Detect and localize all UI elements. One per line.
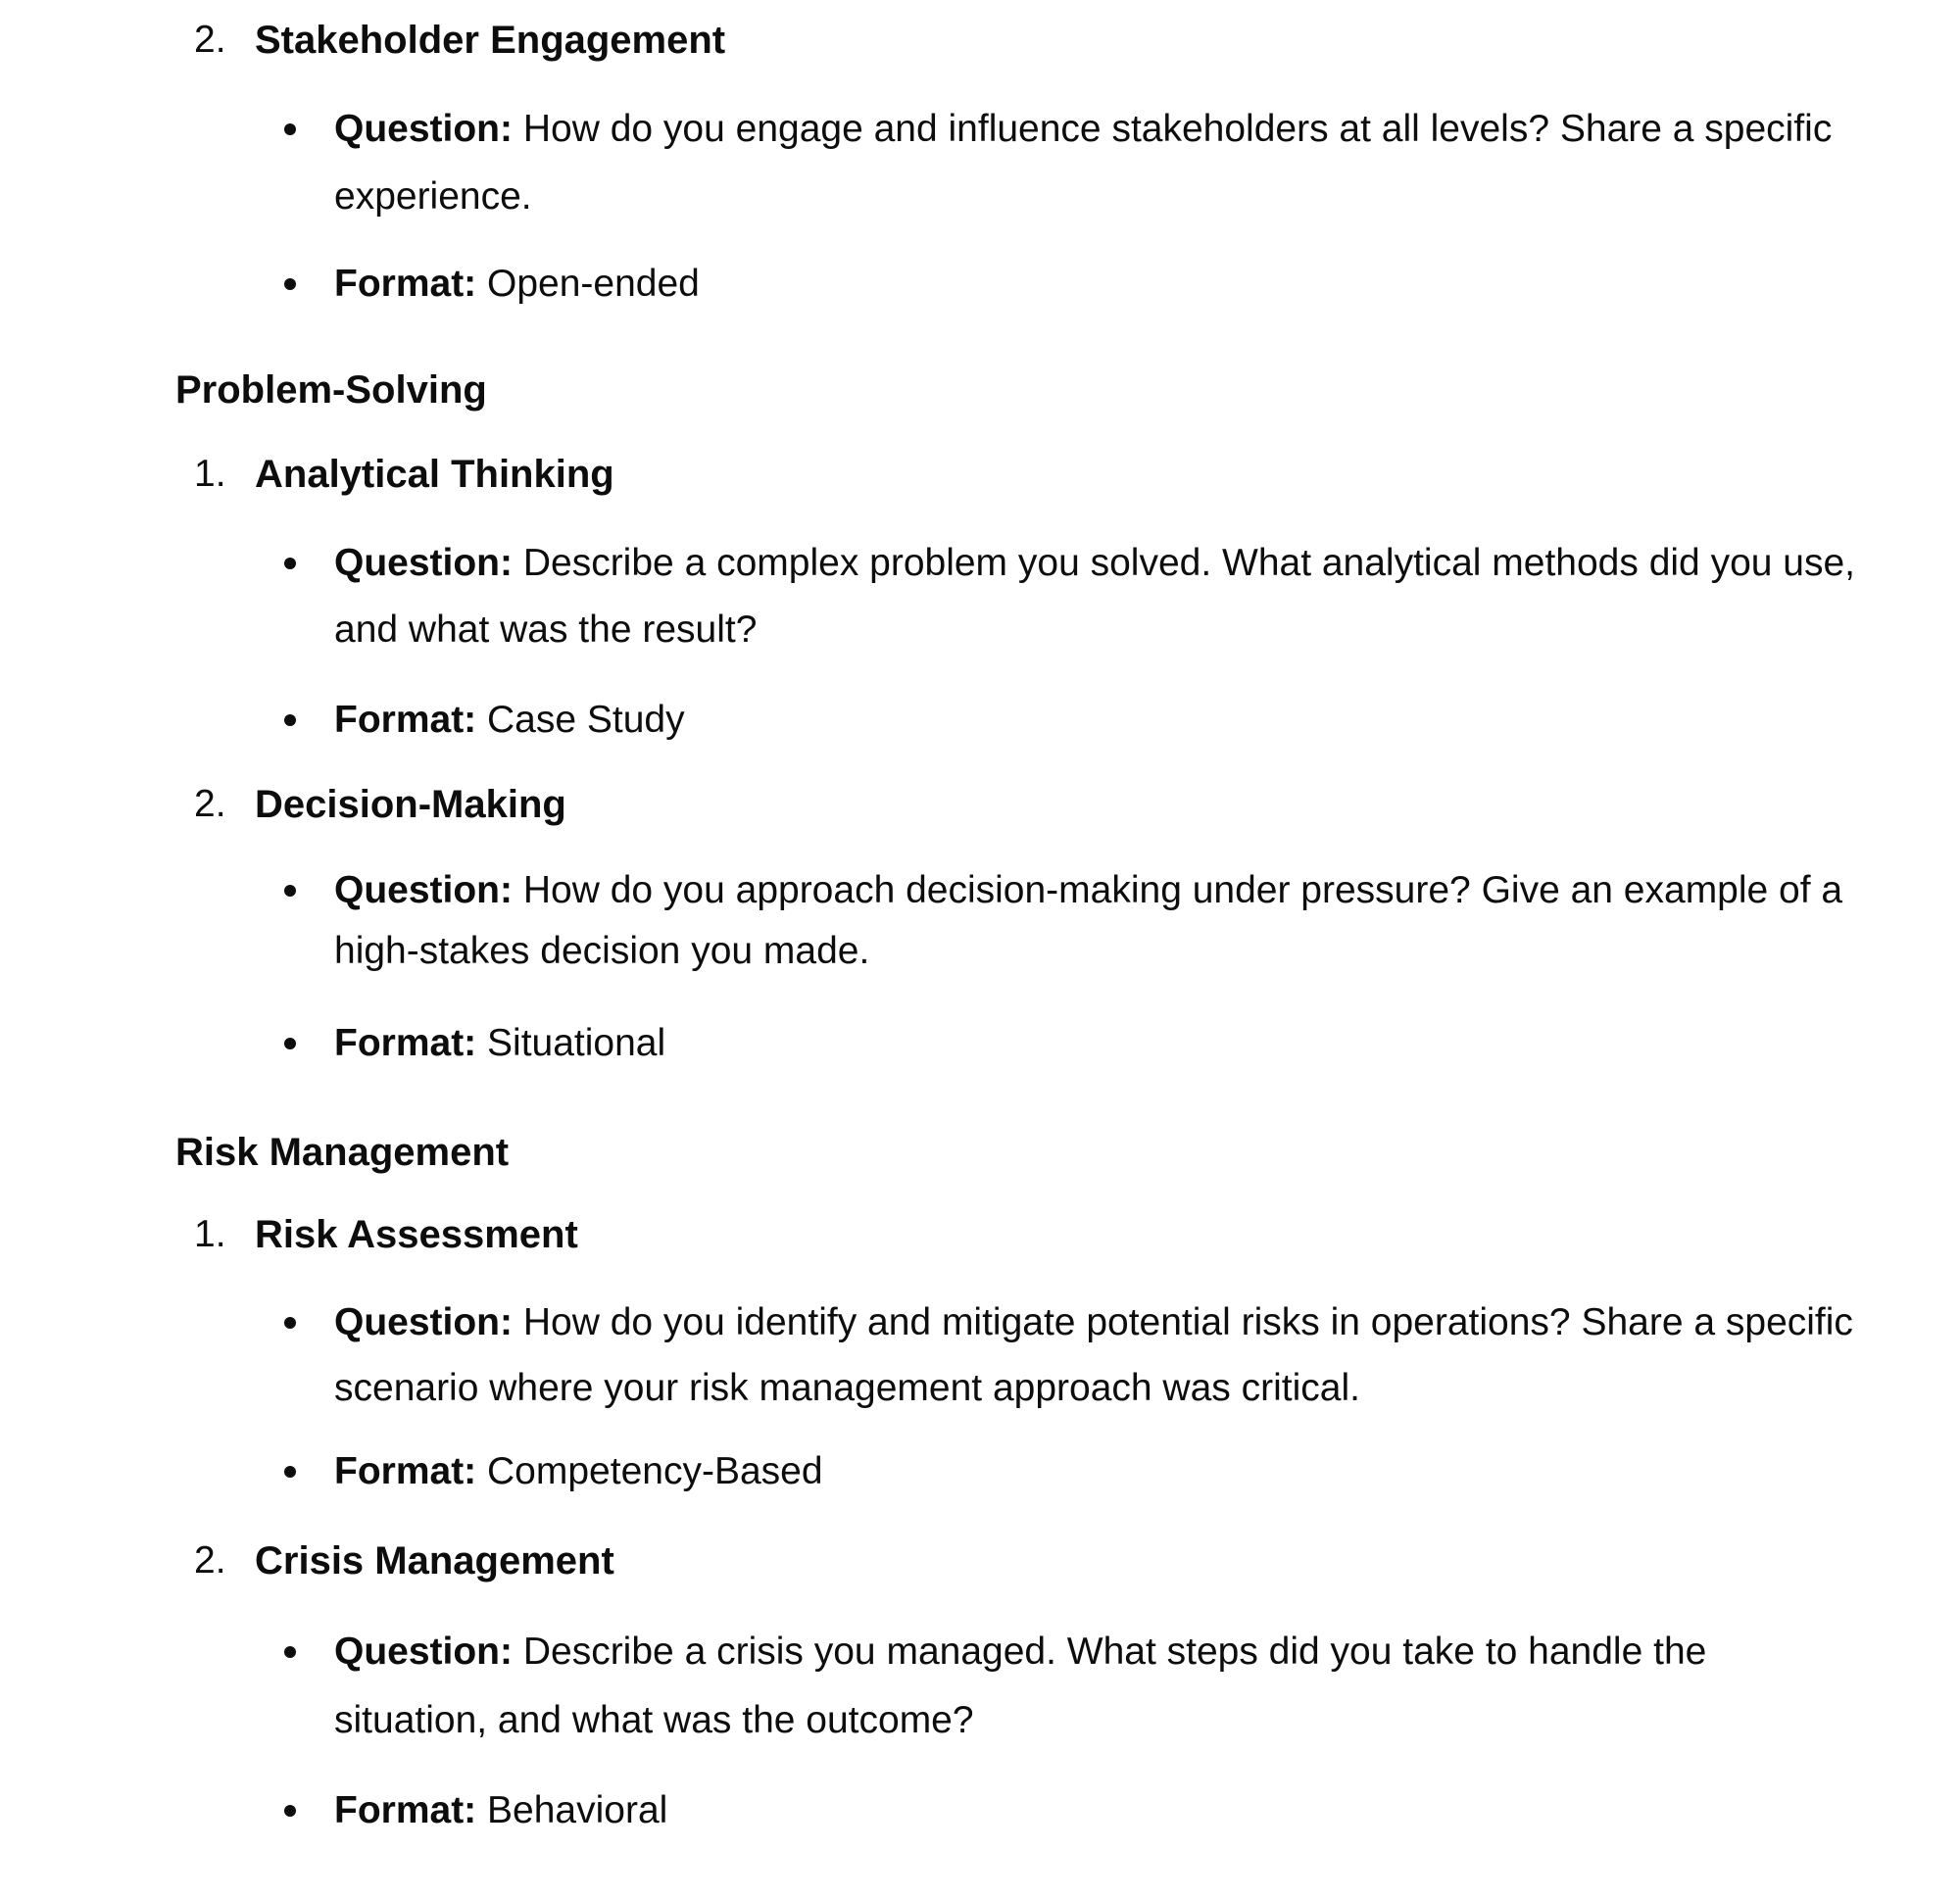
format-line	[334, 1787, 667, 1834]
format-line	[334, 1020, 665, 1067]
item-title-crisis-management: Crisis Management	[255, 1539, 614, 1582]
item-title-risk-assessment: Risk Assessment	[255, 1213, 578, 1256]
question-label: Question:	[334, 1631, 513, 1673]
question-text: Describe a complex problem you solved. What analytical methods did you use,	[522, 542, 1856, 584]
format-value: Open-ended	[487, 263, 700, 305]
format-line	[334, 697, 685, 744]
format-label: Format:	[334, 1450, 477, 1492]
format-value: Situational	[487, 1022, 666, 1064]
format-label: Format:	[334, 1789, 477, 1831]
item-title-decision-making: Decision-Making	[255, 783, 566, 826]
item-number: 1.	[194, 1213, 226, 1255]
question-label: Question:	[334, 869, 513, 911]
question-text: How do you identify and mitigate potential risks in operations? Share a specific	[522, 1301, 1853, 1343]
question-label: Question:	[334, 108, 513, 150]
question-text: Describe a crisis you managed. What steps did you take to handle the	[522, 1631, 1707, 1673]
item-title-analytical-thinking: Analytical Thinking	[255, 453, 614, 496]
question-text-continued: situation, and what was the outcome?	[334, 1699, 974, 1741]
question-line	[334, 1629, 1706, 1676]
question-line	[334, 1299, 1853, 1346]
question-text-continued: high-stakes decision you made.	[334, 930, 870, 972]
bullet-dot	[284, 1805, 296, 1817]
bullet-dot	[284, 558, 296, 569]
item-number: 2.	[194, 1539, 226, 1582]
format-label: Format:	[334, 699, 477, 741]
bullet-dot	[284, 1646, 296, 1658]
question-line	[334, 106, 1832, 153]
item-number: 1.	[194, 453, 226, 495]
section-heading-problem-solving: Problem-Solving	[175, 368, 487, 412]
question-label: Question:	[334, 1301, 513, 1343]
item-title-stakeholder-engagement: Stakeholder Engagement	[255, 19, 726, 62]
bullet-dot	[284, 885, 296, 897]
bullet-dot	[284, 714, 296, 726]
format-value: Case Study	[487, 699, 685, 741]
section-heading-risk-management: Risk Management	[175, 1131, 510, 1174]
format-value: Behavioral	[487, 1789, 668, 1831]
question-text-continued: and what was the result?	[334, 609, 758, 651]
question-text-continued: experience.	[334, 175, 532, 218]
question-line	[334, 540, 1855, 587]
format-line	[334, 261, 700, 308]
question-text-continued: scenario where your risk management approach was critical.	[334, 1367, 1360, 1409]
format-label: Format:	[334, 1022, 477, 1064]
bullet-dot	[284, 123, 296, 135]
question-text: How do you engage and influence stakeholders at all levels? Share a specific	[522, 108, 1833, 150]
question-line	[334, 867, 1842, 914]
bullet-dot	[284, 278, 296, 290]
item-number: 2.	[194, 19, 226, 61]
format-line	[334, 1448, 823, 1495]
format-value: Competency-Based	[487, 1450, 823, 1492]
item-number: 2.	[194, 783, 226, 825]
bullet-dot	[284, 1038, 296, 1049]
question-text: How do you approach decision-making under pressure? Give an example of a	[522, 869, 1843, 911]
format-label: Format:	[334, 263, 477, 305]
question-label: Question:	[334, 542, 513, 584]
bullet-dot	[284, 1317, 296, 1329]
bullet-dot	[284, 1466, 296, 1478]
